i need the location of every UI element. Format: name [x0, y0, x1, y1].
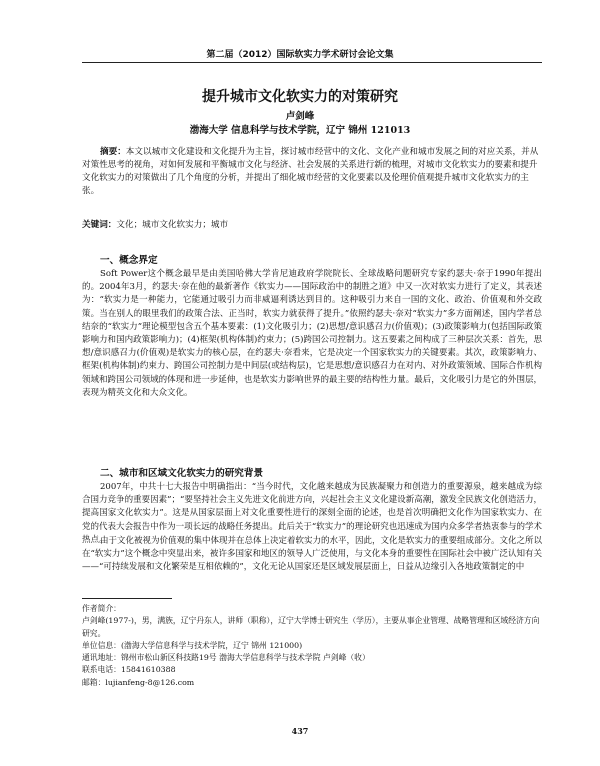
section-2-heading: 二、城市和区域文化软实力的研究背景 [100, 468, 264, 479]
section-1-heading: 一、概念界定 [100, 255, 158, 266]
footnote-email: 邮箱：lujianfeng-8@126.com [82, 677, 195, 687]
footnote-bio: 卢剑峰(1977-)，男，满族，辽宁丹东人，讲师（职称），辽宁大学博士研究生（学历），主要从事企业管理、战略管理和区域经济方向研究。 [82, 616, 540, 638]
footnote-rule [82, 598, 172, 599]
footnote-address: 通讯地址：锦州市松山新区科技路19号 渤海大学信息科学与技术学院 卢剑峰（收） [82, 653, 370, 663]
running-header: 第二届（2012）国际软实力学术研讨会论文集 [206, 50, 394, 60]
abstract-label: 摘要： [100, 147, 126, 157]
abstract [82, 146, 542, 198]
footnote-unit: 单位信息：(渤海大学信息科学与技术学院，辽宁 锦州 121000) [82, 640, 303, 650]
keywords-label: 关键词： [82, 220, 117, 230]
author-affiliation: 渤海大学 信息科学与技术学院，辽宁 锦州 121013 [189, 125, 411, 136]
footnote-heading: 作者简介： [82, 604, 121, 613]
page-number: 437 [291, 726, 309, 736]
section-1-paragraph: Soft Power这个概念最早是由美国哈佛大学肯尼迪政府学院院长、全球战略问题研究专家约瑟夫·奈于1990年提出的。2004年3月，约瑟夫·奈在他的最新著作《软实力——国际政治中的制胜之道》中又一次对软实力进行了定义，其表述为：“软实力是一种能力，它能通过吸引力而非威逼利诱达到目的。这种吸引力来自一国的文化、政治、价值观和外交政策。当在别人的眼里我们的政策合法、正当时，软实力就获得了提升。”依照约瑟夫·奈对“软实力”多方面阐述，国内学者总结奈的“软实力”理论模型包含五个基本要素：(1)文化吸引力；(2)思想/意识感召力(价值观)；(3)政策影响力(包括国际政策影响力和国内政策影响力)；(4)框架(机构体制)约束力；(5)跨国公司控制力。这五要素之间构成了三种层次关系：首先，思想/意识感召力(价值观)是软实力的核心层，在约瑟夫·奈看来，它是决定一个国家软实力的关键要素。其次，政策影响力、框架(机构体制)约束力、跨国公司控制力是中间层(或结构层)，它是思想/意识感召力在对内、对外政策领域、国际合作机构领域和跨国公司领域的体现和进一步延伸，也是软实力影响世界的最主要的结构性力量。最后，文化吸引力是它的外围层，表现为精英文化和大众文化。 [82, 269, 542, 398]
section-2-paragraph-1: 2007年，中共十七大报告中明确指出：“当今时代，文化越来越成为民族凝聚力和创造力的重要源泉，越来越成为综合国力竞争的重要因素”；“要坚持社会主义先进文化前进方向，兴起社会主义文化建设新高潮，激发全民族文化创造活力，提高国家文化软实力”。这是从国家层面上对文化重要性进行的深刻全面的论述，也是首次明确把文化作为国家软实力、在党的代表大会报告中作为一项长远的战略任务提出。此后关于“软实力”的理论研究也迅速成为国内众多学者热衷参与的学术热点。 [82, 482, 542, 545]
header-rule [82, 62, 542, 63]
keywords-text: 文化；城市文化软实力；城市 [116, 220, 229, 230]
abstract-text: 本文以城市文化建设和文化提升为主旨，探讨城市经营中的文化、文化产业和城市发展之间的对应关系，并从对策性思考的视角，对如何发展和平衡城市文化与经济、社会发展的关系进行新的梳理，对城市文化软实力的要素和提升文化软实力的对策做出了几个角度的分析，并提出了细化城市经营的文化要素以及伦理价值观提升城市文化软实力的主张。 [82, 147, 539, 196]
footnotes [82, 603, 542, 689]
paper-title: 提升城市文化软实力的对策研究 [202, 89, 398, 105]
section-2-paragraph-2: 由于文化被视为价值观的集中体现并在总体上决定着软实力的水平，因此，文化是软实力的重要组成部分。文化之所以在“软实力”这个概念中突显出来，被许多国家和地区的领导人广泛使用，与文化本身的重要性在国际社会中被广泛认知有关——“可持续发展和文化繁荣是互相依赖的”，文化无论从国家还是区域发展层面上，日益从边缘引入各地政策制定的中 [82, 536, 543, 573]
keywords [82, 218, 542, 230]
author-name: 卢剑峰 [285, 111, 315, 122]
footnote-phone: 联系电话：15841610388 [82, 665, 176, 675]
